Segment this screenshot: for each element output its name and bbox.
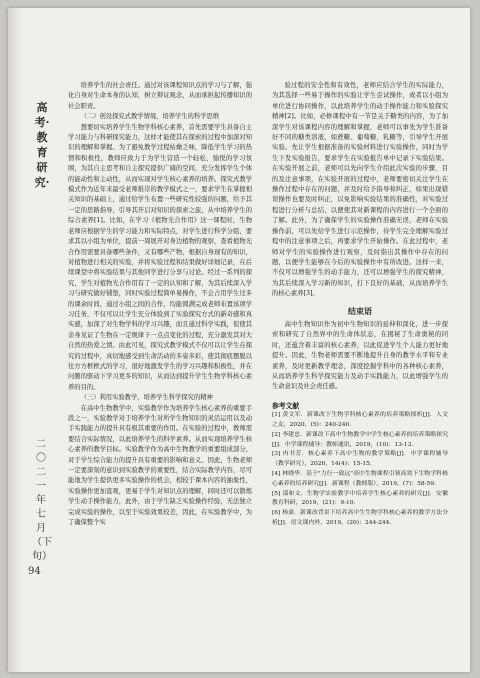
body-paragraph: 想要切实培养学生生物学科核心素养，首先需要学生具备自主学习能力与科研探究能力，这样才能使其在探索的过程中加深对知识的理解和掌握。为了避免教学过程枯燥乏味，降低学生学习的热情和积极性，教师应致力于为学生营造一个轻松、愉悦的学习氛围，为其自主思考和自主探究提供广阔的空间，充分发挥学生个体的能动性和主动性，从而实现对学生核心素养的培养。探究式教学模式作为近年来最受老师推崇的教学模式之一，要求学生在掌握相关知识的基础上，通过给学生布置一些研究性较强的问题，给予其一定的思路指导，引导其开启对知识的探索之旅，从中培养学生的综合素养[1]。比如，在学习《植物光合作用》这一课程时，生物老师应根据学生的学习能力和实际特点，对学生进行科学分组，要求其以小组为单位，提前一周展开对身边植物的观察，查看植物光合作用需要具备哪些条件，又有哪些产物，根据自身现有的知识，对植物进行相关的实验，并将实验过程和结果做好详细记录，在后续课堂中将实验结果与其他同学进行分享与讨论。经过一系列的探究，学生对植物光合作用有了一定的认知和了解，为其后续深入学习与研究做好铺垫，同时实验过程简单易操作，不会占用学生过多的课余时间，通过小组之间的合作，均能圆满完成老师布置该项学习任务，不仅可以让学生充分体验到了实验探究方式的新奇感和真实感，加深了对生物学科的学习兴趣，而且通过科学实践，促使其亲身见证了生物在一定规律下一点点变化的过程，充分激发其对大自然的热爱之情。由此可见，探究式教学模式不仅可以让学生在探究的过程中，真切地感受到生命活动的多姿多彩，使其彻底摆脱以往方方框框式的学习，很好地激发学生的学习兴趣和积极性，并在问题的驱动下学习更多的知识，从而达到提升学生生物学科核心素养的目的。 <box>68 123 252 391</box>
journal-name-vertical: 高考·教育研究· <box>34 101 50 189</box>
reference-item: [3] 冉书芳．核心素养下高中生物的教学策略[J]．中学课程辅导（教学研究），2020，14(4)：15-15. <box>272 451 448 468</box>
journal-page <box>8 8 470 672</box>
page-fold-shadow <box>8 8 22 672</box>
reference-item: [6] 杨桑．新课改背景下培养高中生生物学科核心素养的教学方法分析[J]．语文课内外，2019，(20)：244-244. <box>272 510 448 526</box>
reference-item: [5] 邵和文．生物学实验教学中培养学生核心素养的研究[J]．安徽教育科研，2019，(21)：9-10. <box>272 490 448 507</box>
body-paragraph: 在高中生物教学中，实验教学作为培养学生核心素养的重要手段之一，实验教学对于培养学生对所学生物知识的灵活运用以及动手实践能力的提升具有极其重要的作用。在实验的过程中，教师需要结合实际情况，以此培养学生的科学素养。从而实现培养学生核心素养的教学目标。实验教学作为高中生物教学的重要组成部分，对于学生综合能力的提升具有重要的影响和意义。因此，生物老师一定要深刻的意识到实验教学的重要性，结合实际教学内容，尽可能地为学生提供更多实验操作的机会，相较于课本内容的抽象性，实验操作更加直观，更易于学生对知识点的理解，同时还可以锻炼学生动手操作能力，此外，由于学生缺乏实验操作经验，无法独立完成实验的操作，以至于实验效果较差，因此，在实验教学中，为了确保整个实 <box>68 404 252 527</box>
body-paragraph: 高中生物知识作为初中生物知识的延伸和深化，进一步探索和研究了自然界中的生命体状态，在揭秘了生命奥秘的同时，还蕴含着丰富的核心素养，以此促进学生个人能力更好地提升。因此，生物老师需要不断地提升自身的教学水平和专业素养，及时更新教学理念，深度挖掘学科中的各种核心素养，从而培养学生科学探究能力及动手实践能力，以此增强学生的生命意识及社会责任感。 <box>272 320 448 391</box>
left-text-column <box>68 81 252 528</box>
page-number: 94 <box>28 566 41 577</box>
reference-item: [1] 黄文军．新课改下生物学科核心素养的培养策略探析[J]．人文之友，2020，(5)：240-240. <box>272 412 448 428</box>
reference-list <box>272 411 448 529</box>
section-heading: （二）创设探究式教学情境，培养学生的科学思维 <box>80 113 220 121</box>
issue-date-vertical: 二〇二一年七月（下旬） <box>32 439 52 562</box>
body-paragraph: 验过程的安全性和有效性，老师应结合学生的实际能力，为其选择一些易于操作的实验让学生尝试操作，或者以小组为单位进行协同操作，以此培养学生的动手操作能力和实验探究精神[2]。比如，必修课程中有一节是关于糖类的内容，为了加深学生对该课程内容的理解和掌握，老师可以事先为学生准备好不同的糖类溶液，如蔗糖、葡萄糖、乳糖等，引导学生开展实验。先让学生根据准备的实验材料进行实验操作，同时为学生下发实验报告，要求学生在实验报告单中记录下实验结果。在实验开展之前，老师可以先向学生介绍此次实验的步骤、目的及注意事项，在实验开展的过程中，老师要密切关注学生在操作过程中存在的问题，并及时给予指导和纠正，如果出现错误操作也要及时纠正，以免影响实验结果的准确性，对实验过程进行分析与总结，以便使其对新课程的内容进行一个全面的了解。此外，为了确保学生的实验操作准确无误，老师在实验操作前，可以先给学生进行示范操作，待学生完全理解实验过程中的注意事项之后，再要求学生开始操作。在此过程中，老师对学生的实验操作进行观察，及时指出其操作中存在的问题，以便学生能够在今后的实验操作中有所改进。这样一来，不仅可以增强学生的动手能力，还可以增强学生的探究精神，为其后续深入学习新的知识，打下良好的基础，从而培养学生的核心素养[3]。 <box>272 82 448 298</box>
reference-item: [4] 林晓华．基于"力行一致远"高中生物课程引领高效下生物学科核心素养的培养研究[J]．新课程（教师版），2019，(7)：58-59. <box>272 470 448 487</box>
section-heading: （三）利用实验教学，培养学生科学探究的精神 <box>80 394 213 402</box>
right-text-column <box>272 81 448 529</box>
reference-item: [2] 李建忠．新课改下高中生物教学中学生核心素养的培养策略探究[J]．中学课程辅导：教师通讯，2019，(10)：13-13. <box>272 431 448 448</box>
conclusion-title: 结束语 <box>348 305 372 316</box>
body-paragraph: 培养学生的社会责任。通过对该课程知识点的学习与了解，强化自身对生命本身的认知，树立辩证观念，从而承担起传播知识的社会职责。 <box>68 82 252 110</box>
references-label: 参考文献 <box>272 401 300 410</box>
